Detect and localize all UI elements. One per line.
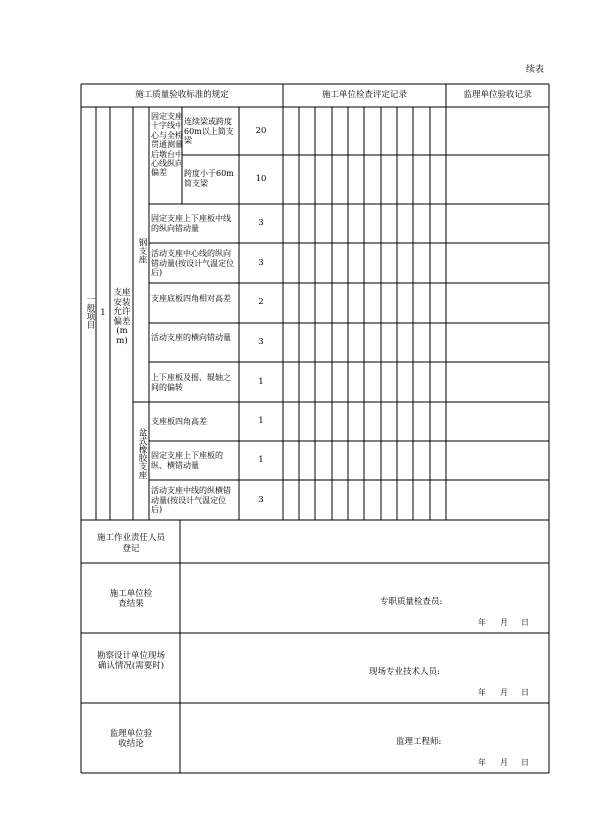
row-desc: 活动支座的横向错动量 — [151, 333, 231, 342]
continued-label: 续表 — [526, 65, 545, 75]
row-desc: 连续梁或跨度60m以上简支梁 — [184, 117, 234, 145]
day-label: 日 — [521, 758, 529, 767]
row-desc: 跨度小于60m简支梁 — [184, 169, 234, 188]
worker-registration-label: 施工作业责任人员登记 — [96, 533, 165, 554]
row-desc: 支座板四角高差 — [151, 417, 207, 426]
construction-signature-field: 专职质量检查员: — [380, 597, 443, 607]
row-value: 3 — [258, 337, 264, 347]
survey-signature-field: 现场专业技术人员: — [369, 667, 440, 677]
supervision-signature-field: 监理工程师: — [396, 737, 442, 747]
survey-confirm-label: 勘察设计单位现场确认情况(需要时) — [96, 651, 165, 671]
row-value: 3 — [258, 495, 264, 505]
steel-bearing-label: 钢支座 — [137, 238, 147, 264]
row-value: 1 — [258, 416, 264, 426]
day-label: 日 — [521, 688, 529, 697]
construction-result-label: 施工单位检查结果 — [109, 589, 153, 609]
row-value: 2 — [258, 297, 264, 307]
month-label: 月 — [500, 688, 508, 697]
row-value: 1 — [258, 377, 264, 387]
row-value: 1 — [258, 455, 264, 465]
day-label: 日 — [521, 618, 529, 627]
row-value: 3 — [258, 258, 264, 268]
year-label: 年 — [478, 758, 486, 767]
row-desc: 上下座板及摇、辊轴之间的偏转 — [151, 373, 231, 392]
row-desc: 固定支座上下座板的纵、横错动量 — [151, 451, 223, 470]
row-desc: 支座底板四角相对高差 — [151, 294, 231, 303]
year-label: 年 — [478, 618, 486, 627]
month-label: 月 — [500, 758, 508, 767]
category-label: 一般项目 — [85, 295, 95, 329]
row-desc: 活动支座中线的纵横错动量(按设计气温定位后) — [151, 486, 231, 514]
row-desc: 固定支座上下座板中线的纵向错动量 — [151, 214, 231, 233]
pot-bearing-label: 盆式橡胶支座 — [137, 428, 147, 479]
supervision-conclusion-label: 监理单位验收结论 — [109, 729, 153, 749]
row-desc: 活动支座中心线的纵向错动量(按设计气温定位后) — [151, 249, 235, 277]
month-label: 月 — [500, 618, 508, 627]
row-value: 3 — [258, 218, 264, 228]
year-label: 年 — [478, 688, 486, 697]
row-value: 20 — [255, 126, 267, 136]
item-label: 支座安装允许偏差(mm) — [113, 288, 131, 346]
fixed-bearing-label: 固定支座十字线中心与全桥贯通测量后墩台中心线纵向偏差 — [151, 112, 183, 178]
header-construction-check: 施工单位检查评定记录 — [321, 90, 407, 100]
item-number: 1 — [100, 308, 106, 318]
row-value: 10 — [255, 174, 267, 184]
header-standard: 施工质量验收标准的规定 — [135, 90, 229, 100]
header-supervision-record: 监理单位验收记录 — [463, 90, 532, 100]
